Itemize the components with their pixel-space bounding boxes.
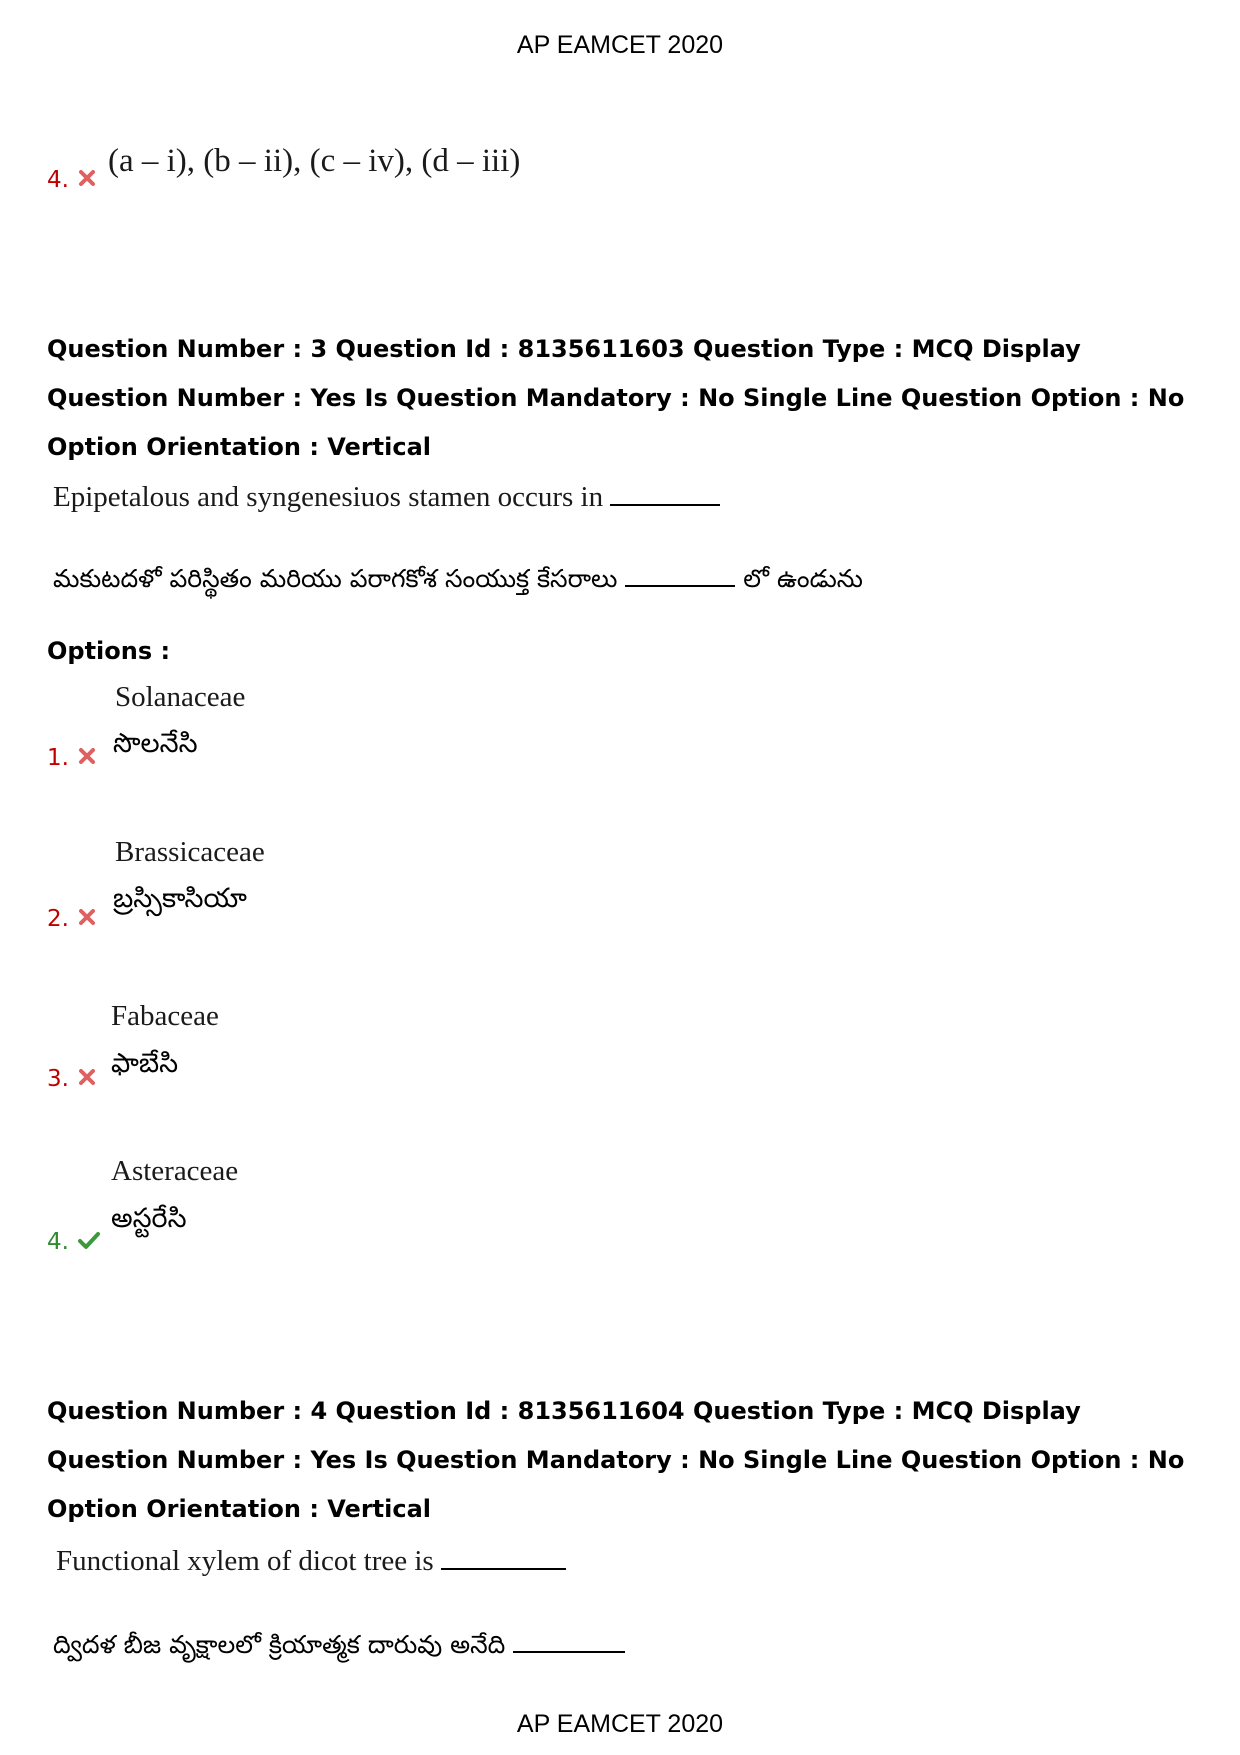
question-3-text-te-suffix: లో ఉండును	[743, 564, 863, 593]
cross-icon	[77, 907, 97, 927]
question-3-meta: Question Number : 3 Question Id : 8135611603 Question Type : MCQ Display Question Number : Yes Is Question Mandatory : No Single Line Question Option : No Option Orientation : Vertical	[47, 335, 1185, 461]
page-footer: AP EAMCET 2020	[516, 1710, 724, 1738]
page-header: AP EAMCET 2020	[516, 31, 724, 59]
question-3-text-en	[53, 481, 720, 514]
option-4-text-te: అస్టరేసి	[111, 1203, 187, 1234]
question-4-text-te-label: ద్విదళ బీజ వృక్షాలలో క్రియాత్మక దారువు అనేది	[53, 1630, 506, 1659]
question-3-text-te-label: మకుటదళో పరిస్థితం మరియు పరాగకోశ సంయుక్త కేసరాలు	[53, 564, 618, 593]
question-4-meta: Question Number : 4 Question Id : 8135611604 Question Type : MCQ Display Question Number : Yes Is Question Mandatory : No Single Line Question Option : No Option Orientation : Vertical	[47, 1397, 1185, 1523]
question-3-text-en-label: Epipetalous and syngenesiuos stamen occurs in	[53, 481, 604, 513]
question-4-text-en	[56, 1545, 566, 1578]
cross-icon	[77, 1067, 97, 1087]
question-4-text-te	[53, 1630, 625, 1666]
prev-option-number: 4.	[47, 167, 69, 193]
option-2-text-en: Brassicaceae	[115, 836, 265, 868]
question-4-text-en-label: Functional xylem of dicot tree is	[56, 1545, 434, 1577]
prev-option-text: (a – i), (b – ii), (c – iv), (d – iii)	[108, 143, 521, 179]
option-2-text-te: బ్రస్సికాసియా	[113, 883, 247, 914]
answer-blank	[625, 584, 735, 587]
question-3-text-te	[53, 564, 863, 600]
option-1-text-en: Solanaceae	[115, 681, 246, 713]
cross-icon	[77, 168, 97, 188]
answer-blank	[610, 503, 720, 506]
option-3-text-en: Fabaceae	[111, 1000, 219, 1032]
option-1-text-te: సొలనేసి	[113, 728, 198, 759]
option-3-number: 3.	[47, 1066, 69, 1092]
cross-icon	[77, 746, 97, 766]
answer-blank	[441, 1567, 566, 1570]
options-label: Options :	[47, 637, 171, 665]
answer-blank	[513, 1650, 625, 1653]
option-4-text-en: Asteraceae	[111, 1155, 239, 1187]
option-4-number: 4.	[47, 1229, 69, 1255]
check-icon	[77, 1230, 101, 1250]
option-1-number: 1.	[47, 745, 69, 771]
option-3-text-te: ఫాబేసి	[111, 1048, 179, 1079]
option-2-number: 2.	[47, 906, 69, 932]
